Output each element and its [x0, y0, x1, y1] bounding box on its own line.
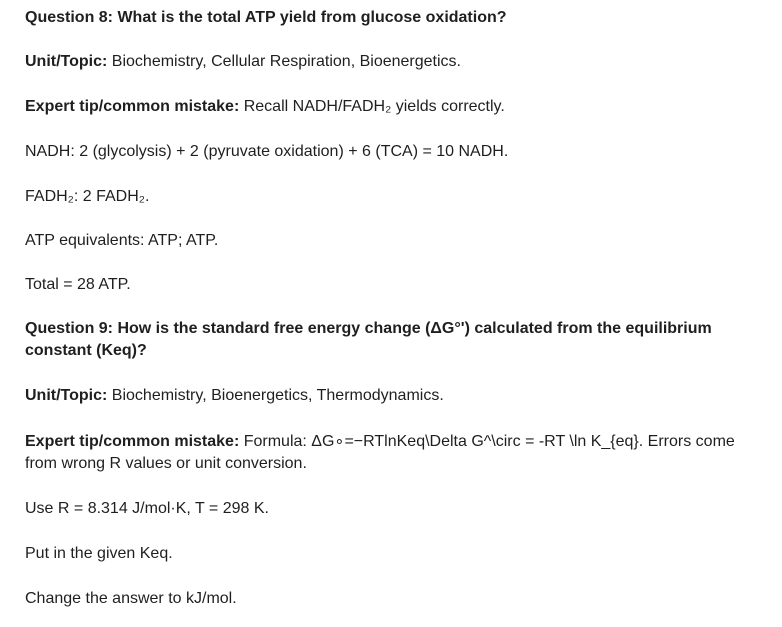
expert-tip-value: Formula: ΔG∘=−RTlnKeq\Delta G^\circ = -RT \ln K_{eq}. Errors come from wrong R values or unit conversion.: [25, 433, 735, 472]
expert-tip-label: Expert tip/common mistake:: [25, 98, 240, 115]
keq-line: Put in the given Keq.: [25, 545, 173, 562]
unit-topic-label: Unit/Topic:: [25, 53, 108, 70]
expert-tip-label: Expert tip/common mistake:: [25, 433, 240, 450]
nadh-line: NADH: 2 (glycolysis) + 2 (pyruvate oxidation) + 6 (TCA) = 10 NADH.: [25, 143, 509, 160]
unit-topic-label: Unit/Topic:: [25, 387, 108, 404]
question-9-unit-topic: [25, 385, 444, 407]
fadh-line: FADH₂: 2 FADH₂.: [25, 188, 150, 205]
unit-topic-value: Biochemistry, Cellular Respiration, Bioenergetics.: [107, 53, 461, 70]
question-8-title: Question 8: What is the total ATP yield from glucose oxidation?: [25, 9, 507, 26]
total-atp-line: Total = 28 ATP.: [25, 276, 131, 293]
unit-topic-value: Biochemistry, Bioenergetics, Thermodynamics.: [107, 387, 444, 404]
question-8-unit-topic: [25, 51, 461, 73]
expert-tip-value: Recall NADH/FADH₂ yields correctly.: [239, 98, 505, 115]
question-9-title: Question 9: How is the standard free energy change (ΔG°') calculated from the equilibrium constant (Keq)?: [25, 320, 712, 359]
question-9-expert-tip: [25, 431, 765, 475]
question-8-expert-tip: [25, 96, 505, 118]
atp-equivalents-line: ATP equivalents: ATP; ATP.: [25, 232, 219, 249]
unit-conversion-line: Change the answer to kJ/mol.: [25, 590, 237, 607]
gas-constant-line: Use R = 8.314 J/mol·K, T = 298 K.: [25, 500, 269, 517]
